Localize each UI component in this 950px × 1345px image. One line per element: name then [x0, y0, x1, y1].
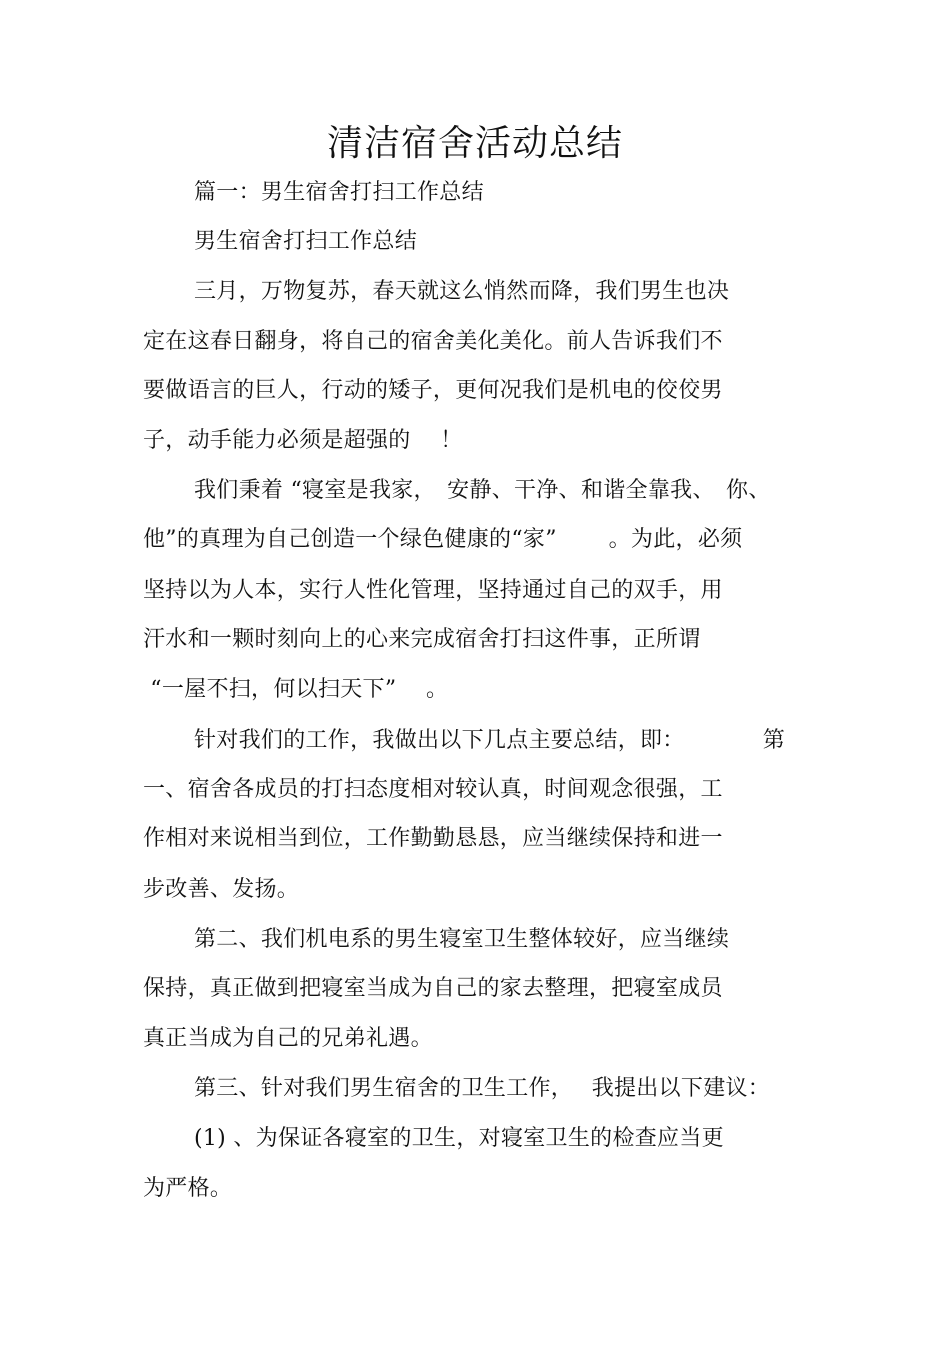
paragraph-line: 坚持以为人本，实行人性化管理，坚持通过自己的双手，用 [143, 578, 723, 603]
paragraph-line: 第二、我们机电系的男生寝室卫生整体较好，应当继续 [194, 927, 730, 952]
paragraph-line: 为严格。 [143, 1176, 233, 1201]
paragraph-line: (1) 、为保证各寝室的卫生，对寝室卫生的检查应当更 [194, 1126, 724, 1151]
paragraph-line: 定在这春日翻身，将自己的宿舍美化美化。前人告诉我们不 [143, 329, 723, 354]
paragraph-line: 保持，真正做到把寝室当成为自己的家去整理，把寝室成员 [143, 976, 723, 1001]
paragraph-line: 他”的真理为自己创造一个绿色健康的“家” 。为此，必须 [143, 527, 743, 552]
paragraph-line: 作相对来说相当到位，工作勤勤恳恳，应当继续保持和进一 [143, 826, 723, 851]
document-title: 清洁宿舍活动总结 [326, 123, 623, 164]
paragraph-line: 针对我们的工作，我做出以下几点主要总结，即： 第 [194, 728, 786, 753]
paragraph-line: 汗水和一颗时刻向上的心来完成宿舍打扫这件事，正所谓 [143, 627, 701, 652]
section-heading: 篇一：男生宿舍打扫工作总结 [194, 180, 484, 205]
paragraph-line: “一屋不扫，何以扫天下” 。 [143, 677, 449, 702]
paragraph-line: 一、宿舍各成员的打扫态度相对较认真，时间观念很强，工 [143, 777, 723, 802]
subtitle: 男生宿舍打扫工作总结 [194, 229, 418, 254]
paragraph-line: 真正当成为自己的兄弟礼遇。 [143, 1026, 433, 1051]
paragraph-line: 我们秉着 “寝室是我家， 安静、干净、和谐全靠我、 你、 [194, 478, 771, 503]
paragraph-line: 三月，万物复苏，春天就这么悄然而降，我们男生也决 [194, 279, 730, 304]
paragraph-line: 要做语言的巨人，行动的矮子，更何况我们是机电的佼佼男 [143, 378, 723, 403]
paragraph-line: 子，动手能力必须是超强的 ！ [143, 428, 463, 453]
paragraph-line: 第三、针对我们男生宿舍的卫生工作， 我提出以下建议： [194, 1076, 771, 1101]
paragraph-line: 步改善、发扬。 [143, 877, 300, 902]
